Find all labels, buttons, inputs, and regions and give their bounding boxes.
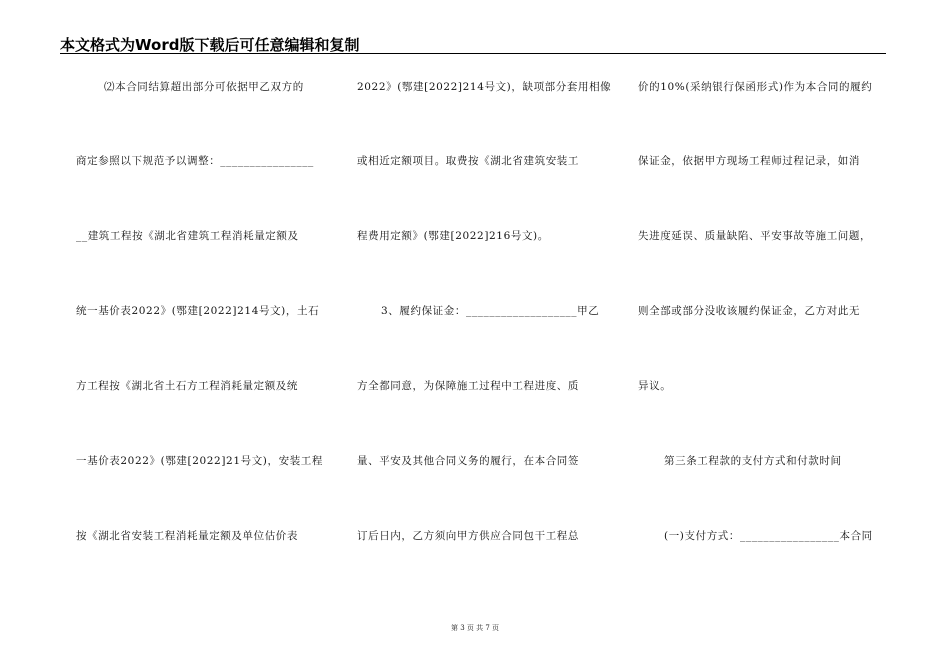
column-2-line-6: 量、平安及其他合同义务的履行，在本合同签 bbox=[357, 455, 579, 467]
column-2-line-1: 2022》(鄂建[2022]214号文)，缺项部分套用相像 bbox=[357, 81, 612, 93]
column-3-line-5: 异议。 bbox=[638, 380, 672, 392]
column-2-line-3: 程费用定额》(鄂建[2022]216号文)。 bbox=[357, 230, 549, 242]
column-3-line-7: (一)支付方式：_________________本合同 bbox=[664, 530, 873, 542]
column-3-line-1: 价的10%(采纳银行保函形式)作为本合同的履约 bbox=[638, 81, 873, 93]
column-3-line-4: 则全部或部分没收该履约保证金，乙方对此无 bbox=[638, 305, 860, 317]
column-3-line-6: 第三条工程款的支付方式和付款时间 bbox=[664, 455, 842, 467]
column-2-line-4: 3、履约保证金：___________________甲乙 bbox=[381, 305, 600, 317]
column-1-line-5: 方工程按《湖北省土石方工程消耗量定额及统 bbox=[76, 380, 298, 392]
column-1-line-7: 按《湖北省安装工程消耗量定额及单位估价表 bbox=[76, 530, 298, 542]
column-1-line-4: 统一基价表2022》(鄂建[2022]214号文)，土石 bbox=[76, 305, 320, 317]
column-1-line-6: 一基价表2022》(鄂建[2022]21号文)，安装工程 bbox=[76, 455, 323, 467]
document-header-title: 本文格式为Word版下载后可任意编辑和复制 bbox=[60, 36, 360, 54]
column-3-line-3: 失进度延误、质量缺陷、平安事故等施工问题， bbox=[638, 230, 872, 242]
column-1-line-1: ⑵本合同结算超出部分可依据甲乙双方的 bbox=[104, 81, 304, 93]
page-number-footer: 第 3 页 共 7 页 bbox=[450, 624, 500, 632]
column-1-line-3: __建筑工程按《湖北省建筑工程消耗量定额及 bbox=[76, 230, 299, 242]
column-2-line-7: 订后日内，乙方须向甲方供应合同包干工程总 bbox=[357, 530, 579, 542]
column-1-line-2: 商定参照以下规范予以调整：________________ bbox=[76, 155, 314, 167]
column-3-line-2: 保证金，依据甲方现场工程师过程记录，如消 bbox=[638, 155, 860, 167]
column-2-line-5: 方全都同意，为保障施工过程中工程进度、质 bbox=[357, 380, 579, 392]
header-divider bbox=[60, 53, 886, 54]
column-2-line-2: 或相近定额项目。取费按《湖北省建筑安装工 bbox=[357, 155, 579, 167]
